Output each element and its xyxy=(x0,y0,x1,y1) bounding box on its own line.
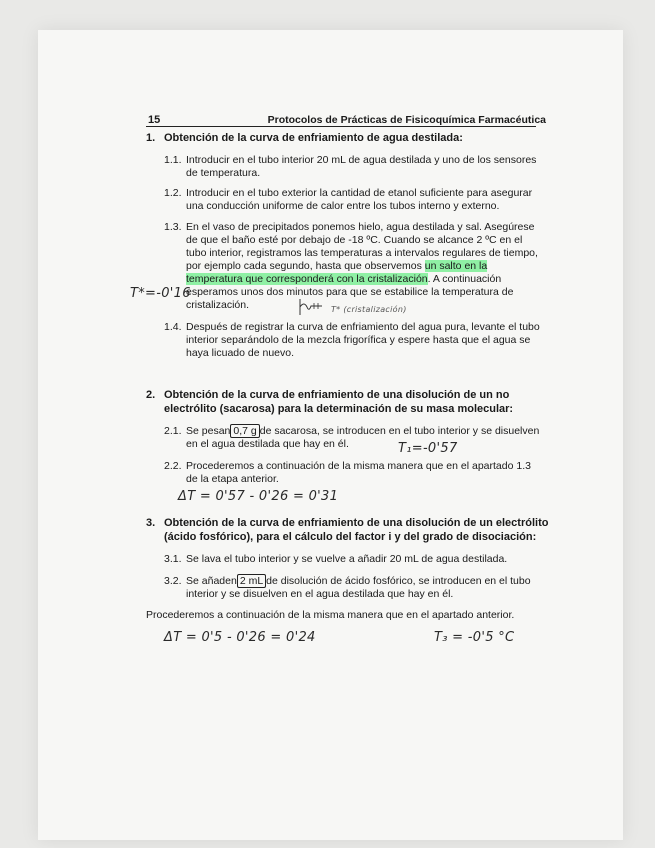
item-1-1-number: 1.1. xyxy=(164,154,182,166)
item-2-1-number: 2.1. xyxy=(164,425,182,437)
highlighted-text: temperatura que corresponderá con la cristalización xyxy=(186,273,428,285)
item-1-2-number: 1.2. xyxy=(164,187,182,199)
item-1-3-line6: esperamos unos dos minutos para que se estabilice la temperatura de xyxy=(186,286,514,298)
handwritten-sketch-icon xyxy=(298,297,328,317)
section-2-number: 2. xyxy=(146,389,156,401)
handwritten-t3: T₃ = -0'5 °C xyxy=(434,630,515,645)
item-1-2-line1: Introducir en el tubo exterior la cantidad de etanol suficiente para asegurar xyxy=(186,187,533,199)
item-2-2-number: 2.2. xyxy=(164,460,182,472)
item-3-1-line1: Se lava el tubo interior y se vuelve a añadir 20 mL de agua destilada. xyxy=(186,553,508,565)
handwritten-t-star: T*=-0'16 xyxy=(130,286,191,301)
item-3-2-number: 3.2. xyxy=(164,575,182,587)
item-3-2-line2: interior y se disuelven en el agua destilada que hay en él. xyxy=(186,588,454,600)
item-1-3-line1: En el vaso de precipitados ponemos hielo, agua destilada y sal. Asegúrese xyxy=(186,221,535,233)
item-2-1-line1 xyxy=(186,425,539,438)
item-2-1-text-pre: Se pesan xyxy=(186,425,231,437)
item-1-4-line1: Después de registrar la curva de enfriamiento del agua pura, levante el tubo xyxy=(186,321,540,333)
highlighted-text: un salto en la xyxy=(424,260,488,272)
boxed-quantity: 2 mL xyxy=(237,574,266,588)
section-1-number: 1. xyxy=(146,132,156,144)
item-1-1-line1: Introducir en el tubo interior 20 mL de agua destilada y uno de los sensores xyxy=(186,154,537,166)
item-2-2-line1: Procederemos a continuación de la misma manera que en el apartado 1.3 xyxy=(186,460,531,472)
item-1-3-line7: cristalización. xyxy=(186,299,250,311)
item-3-2-text-post: de disolución de ácido fosfórico, se introducen en el tubo xyxy=(266,575,531,587)
item-1-3-number: 1.3. xyxy=(164,221,182,233)
section-3-number: 3. xyxy=(146,517,156,529)
handwritten-delta-t-3: ΔT = 0'5 - 0'26 = 0'24 xyxy=(164,630,316,645)
item-3-2-text-pre: Se añaden xyxy=(186,575,237,587)
handwritten-delta-t-2: ΔT = 0'57 - 0'26 = 0'31 xyxy=(178,489,339,504)
item-2-1-line2: en el agua destilada que hay en él. xyxy=(186,438,349,450)
item-1-3-line5-text: . A continuación xyxy=(427,273,502,285)
item-1-3-line3: tubo interior, registramos las temperaturas a intervalos regulares de tiempo, xyxy=(186,247,538,259)
item-1-3-line5 xyxy=(186,273,501,286)
item-1-3-line4-text: por ejemplo cada segundo, hasta que observemos xyxy=(186,260,425,272)
item-3-1-number: 3.1. xyxy=(164,553,182,565)
section-1-title: Obtención de la curva de enfriamiento de agua destilada: xyxy=(164,132,463,144)
item-2-1-text-post: de sacarosa, se introducen en el tubo interior y se disuelven xyxy=(259,425,540,437)
boxed-quantity: 0,7 g xyxy=(230,424,259,438)
section-3-title-line1: Obtención de la curva de enfriamiento de una disolución de un electrólito xyxy=(164,517,549,529)
item-1-4-line2: interior separándolo de la mezcla frigorífica y espere hasta que el agua se xyxy=(186,334,531,346)
page-number: 15 xyxy=(148,114,161,126)
handwritten-t1: T₁=-0'57 xyxy=(398,441,458,456)
handwritten-sketch-label: T* (cristalización) xyxy=(331,305,407,314)
item-2-2-line2: de la etapa anterior. xyxy=(186,473,279,485)
item-1-1-line2: de temperatura. xyxy=(186,167,261,179)
header-title: Protocolos de Prácticas de Fisicoquímica Farmacéutica xyxy=(267,114,546,126)
item-1-2-line2: una conducción uniforme de calor entre los tubos interno y externo. xyxy=(186,200,500,212)
section-2-title-line1: Obtención de la curva de enfriamiento de una disolución de un no xyxy=(164,389,510,401)
item-3-2-line1 xyxy=(186,575,531,588)
item-1-3-line4 xyxy=(186,260,487,273)
item-1-3-line2: de que el baño esté por debajo de -18 ºC. Cuando se alcance 2 ºC en el xyxy=(186,234,523,246)
item-1-4-number: 1.4. xyxy=(164,321,182,333)
header-rule xyxy=(146,126,536,127)
section-2-title-line2: electrólito (sacarosa) para la determinación de su masa molecular: xyxy=(164,403,514,415)
closing-paragraph: Procederemos a continuación de la misma manera que en el apartado anterior. xyxy=(146,609,515,621)
item-1-4-line3: haya licuado de nuevo. xyxy=(186,347,294,359)
section-3-title-line2: (ácido fosfórico), para el cálculo del factor i y del grado de disociación: xyxy=(164,531,537,543)
